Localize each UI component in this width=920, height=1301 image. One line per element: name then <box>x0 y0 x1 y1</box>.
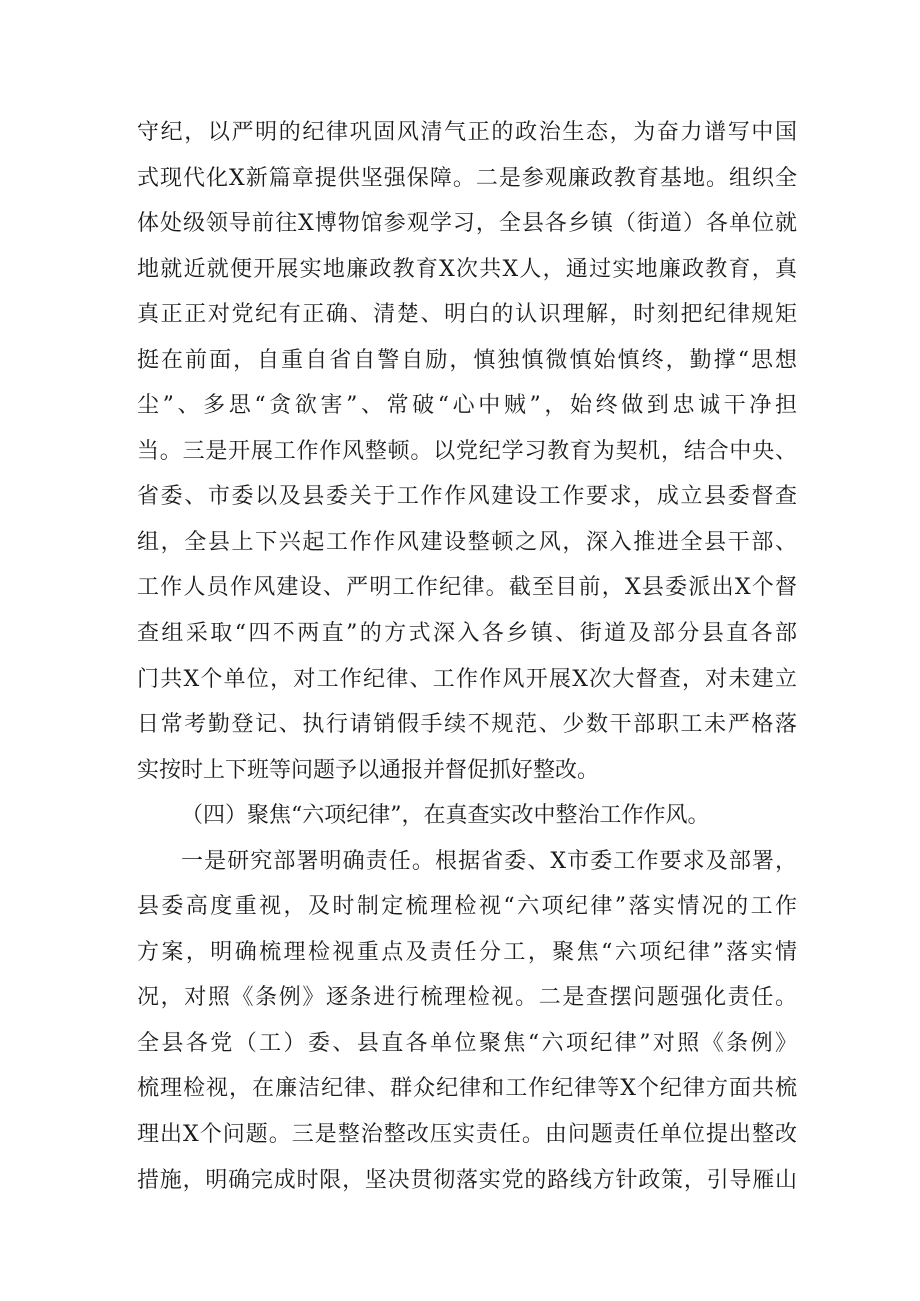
text-line: 工作人员作风建设、严明工作纪律。截至目前，X县委派出X个督 <box>137 575 797 601</box>
body-text <box>137 110 797 1203</box>
text-line: 组，全县上下兴起工作作风建设整顿之风，深入推进全县干部、 <box>137 529 797 555</box>
text-line: 挺在前面，自重自省自警自励，慎独慎微慎始慎终，勤撑“思想 <box>137 347 797 373</box>
section-heading: （四）聚焦“六项纪律”，在真查实改中整治工作作风。 <box>181 803 710 829</box>
text-line: 守纪，以严明的纪律巩固风清气正的政治生态，为奋力谱写中国 <box>137 120 797 145</box>
text-line: 理出X个问题。三是整治整改压实责任。由问题责任单位提出整改 <box>137 1122 797 1148</box>
text-line: 实按时上下班等问题予以通报并督促抓好整改。 <box>137 757 600 783</box>
text-line: 门共X个单位，对工作纪律、工作作风开展X次大督查，对未建立 <box>137 666 797 692</box>
text-line: 况，对照《条例》逐条进行梳理检视。二是查摆问题强化责任。 <box>137 985 797 1011</box>
text-line: 措施，明确完成时限，坚决贯彻落实党的路线方针政策，引导雁山 <box>137 1167 797 1193</box>
text-line: 县委高度重视，及时制定梳理检视“六项纪律”落实情况的工作 <box>137 894 797 920</box>
text-line: 方案，明确梳理检视重点及责任分工，聚焦“六项纪律”落实情 <box>137 939 797 965</box>
text-line: 当。三是开展工作作风整顿。以党纪学习教育为契机，结合中央、 <box>137 438 797 464</box>
text-line: 一是研究部署明确责任。根据省委、X市委工作要求及部署， <box>181 848 797 874</box>
text-line: 梳理检视，在廉洁纪律、群众纪律和工作纪律等X个纪律方面共梳 <box>137 1076 797 1102</box>
text-line: 日常考勤登记、执行请销假手续不规范、少数干部职工未严格落 <box>137 712 797 738</box>
text-line: 体处级领导前往X博物馆参观学习，全县各乡镇（街道）各单位就 <box>137 211 797 237</box>
text-line: 真正正对党纪有正确、清楚、明白的认识理解，时刻把纪律规矩 <box>137 302 797 328</box>
text-line: 省委、市委以及县委关于工作作风建设工作要求，成立县委督查 <box>137 484 797 510</box>
text-line: 地就近就便开展实地廉政教育X次共X人，通过实地廉政教育，真 <box>137 256 797 282</box>
text-line: 查组采取“四不两直”的方式深入各乡镇、街道及部分县直各部 <box>137 621 797 647</box>
text-line: 全县各党（工）委、县直各单位聚焦“六项纪律”对照《条例》 <box>137 1030 797 1056</box>
text-line: 式现代化X新篇章提供坚强保障。二是参观廉政教育基地。组织全 <box>137 165 797 191</box>
text-line: 尘”、多思“贪欲害”、常破“心中贼”，始终做到忠诚干净担 <box>137 393 797 419</box>
